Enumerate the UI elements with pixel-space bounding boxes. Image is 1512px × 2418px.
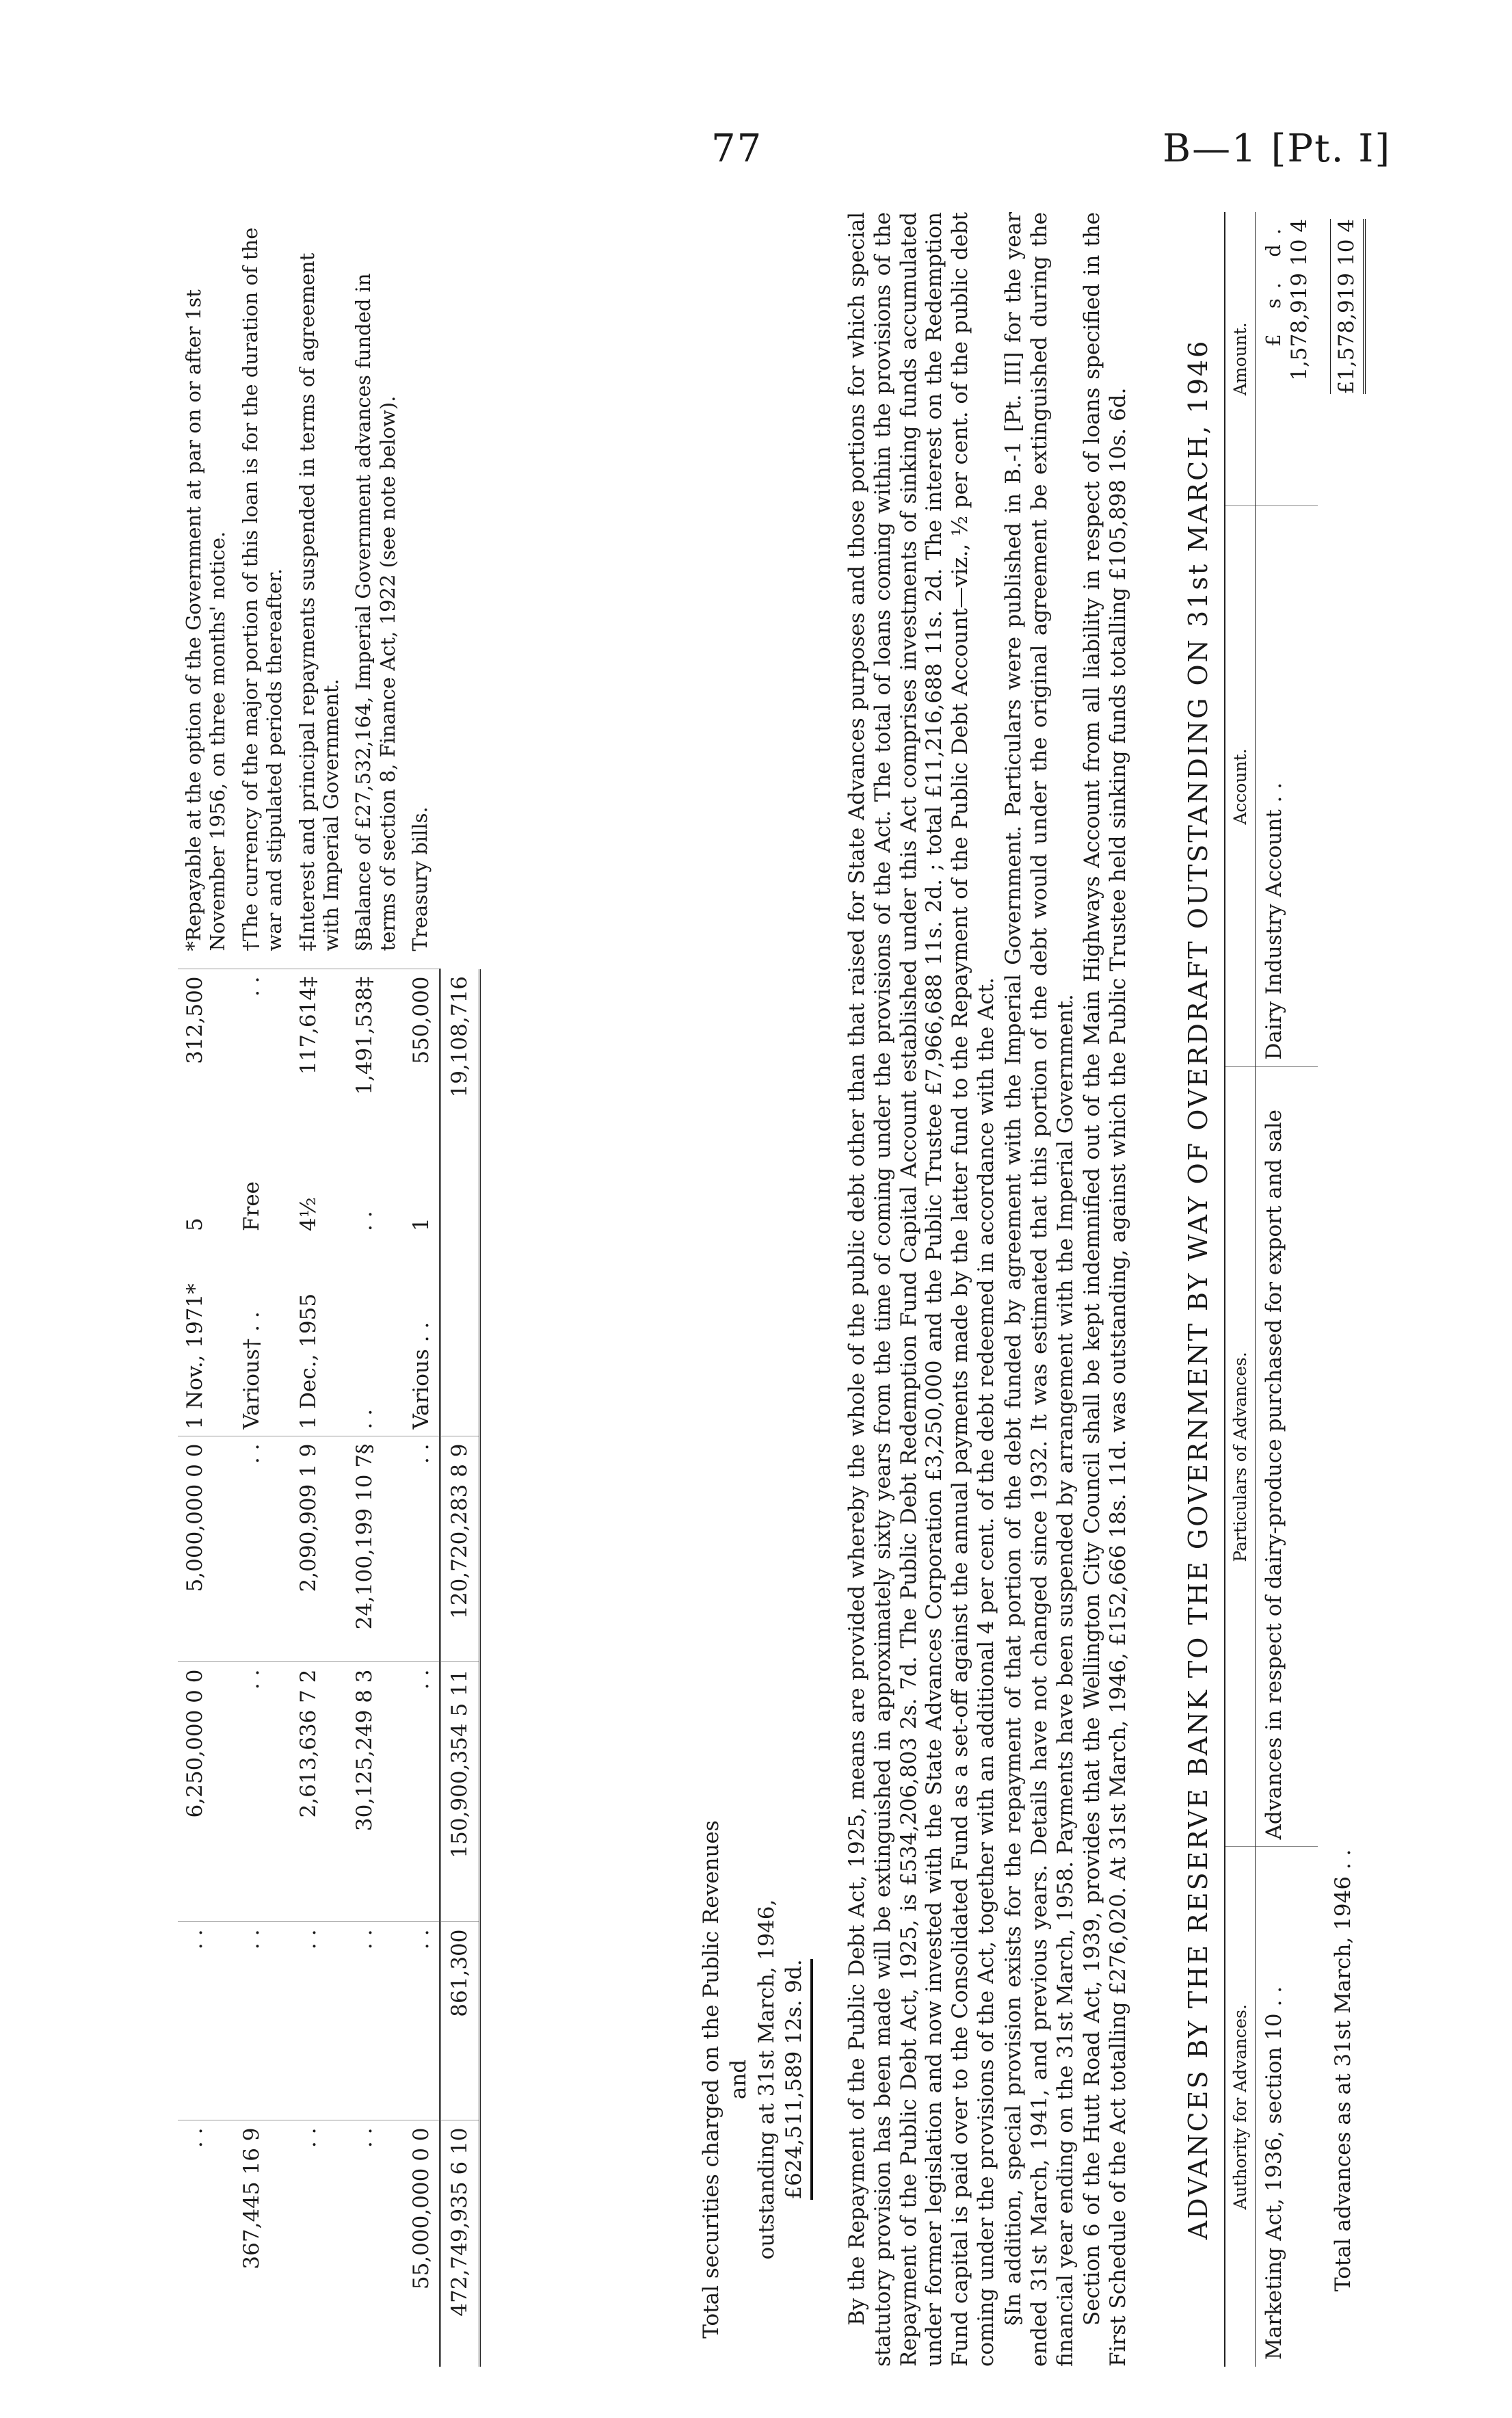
cell: . .: [404, 1922, 440, 2120]
advance-amount-cell: [1256, 212, 1318, 506]
cell: . .: [347, 1922, 404, 2120]
advances-header-row: [1225, 212, 1256, 2367]
total-securities-line1: Total securities charged on the Public Revenues and: [699, 1820, 752, 2339]
advance-authority: Marketing Act, 1936, section 10 . .: [1256, 1847, 1318, 2367]
header-authority: Authority for Advances.: [1225, 1847, 1256, 2367]
totals-row: [440, 212, 479, 2367]
cell: 24,100,199 10 7§: [347, 1436, 404, 1662]
table-row: [291, 212, 348, 2367]
cell: . .: [235, 1922, 291, 2120]
header-account: Account.: [1225, 506, 1256, 1067]
advances-total-cell: [1318, 212, 1371, 506]
advances-total-row: [1318, 212, 1371, 2367]
advances-total-amount: £1,578,919 10 4: [1330, 219, 1366, 394]
cell: 2,613,636 7 2: [291, 1662, 348, 1922]
cell: 2,090,909 1 9: [291, 1436, 348, 1662]
cell: 1 Dec., 1955: [295, 1293, 321, 1430]
explanatory-notes: [845, 212, 1133, 2367]
public-debt-table: [178, 212, 481, 2367]
advances-table: [1224, 212, 1371, 2367]
table-row: [178, 212, 235, 2367]
table-row: [347, 212, 404, 2367]
footnote: *Repayable at the option of the Government at par on or after 1st November 1956, on three months' notice.: [178, 212, 235, 969]
cell: 1 Nov., 1971*: [183, 1283, 207, 1430]
footnote: ‡Interest and principal repayments suspended in terms of agreement with Imperial Government.: [291, 212, 348, 969]
page-number: 77: [711, 127, 763, 171]
cell: Various† . .: [239, 1311, 264, 1430]
advances-total-label: Total advances as at 31st March, 1946 . .: [1331, 1849, 1356, 2291]
cell: . .: [352, 1211, 377, 1231]
advance-account: Dairy Industry Account . .: [1256, 506, 1318, 1067]
footnote: §Balance of £27,532,164, Imperial Government advances funded in terms of section 8, Finance Act, 1922 (see note below).: [347, 212, 404, 969]
currency-units: £ s. d.: [1262, 219, 1286, 347]
cell: Free: [239, 1181, 264, 1231]
cell: . .: [291, 2120, 348, 2367]
cell: . .: [178, 2120, 235, 2367]
total-securities-line2: outstanding at 31st March, 1946,: [754, 1899, 779, 2260]
cell: . .: [404, 1436, 440, 1662]
total-cell-empty: [440, 1174, 479, 1238]
cell: 55,000,000 0 0: [404, 2120, 440, 2367]
cell: Various . .: [409, 1322, 434, 1430]
table-row: [404, 212, 440, 2367]
total-securities-amount: £624,511,589 12s. 9d.: [780, 1959, 813, 2199]
total-cell: 861,300: [440, 1922, 479, 2120]
paragraph: §In addition, special provision exists for the repayment of that portion of the debt funded by agreement with the Imperial Government. Particulars were published in B.-1 [Pt. III] for the year ended 31st March, 1941, and previous years. Details have not changed since 1932. It was estimated that this portion of the debt would under the original agreement be extinguished during the financial year ending on the 31st March, 1958. Payments have been suspended by arrangement with the Imperial Government.: [1000, 212, 1078, 2367]
total-cell: 120,720,283 8 9: [440, 1436, 479, 1662]
cell: 312,500: [183, 976, 207, 1064]
footnote: Treasury bills.: [404, 212, 440, 969]
total-cell-empty: [440, 1238, 479, 1436]
cell: 117,614‡: [295, 976, 321, 1075]
cell: 5: [183, 1218, 207, 1231]
table-row: [235, 212, 291, 2367]
total-securities-note: [698, 1799, 813, 2360]
cell: . .: [239, 976, 264, 997]
advances-title: ADVANCES BY THE RESERVE BANK TO THE GOVERNMENT BY WAY OF OVERDRAFT OUTSTANDING ON 31st MARCH, 1946: [1183, 339, 1213, 2240]
cell: . .: [404, 1662, 440, 1922]
total-cell-empty: [440, 212, 479, 969]
cell: . .: [352, 1408, 377, 1430]
cell: . .: [178, 1922, 235, 2120]
total-cell: 150,900,354 5 11: [440, 1662, 479, 1922]
cell: 1: [409, 1218, 434, 1231]
header-particulars: Particulars of Advances.: [1225, 1067, 1256, 1847]
cell: . .: [235, 1662, 291, 1922]
cell: 550,000: [409, 976, 434, 1064]
total-cell: 472,749,935 6 10: [440, 2120, 479, 2367]
total-cell: 19,108,716: [440, 969, 479, 1174]
cell: 30,125,249 8 3: [347, 1662, 404, 1922]
table-row: [1256, 212, 1318, 2367]
advance-amount: 1,578,919 10 4: [1286, 219, 1312, 381]
rotated-content: [178, 212, 1429, 2367]
cell: 4½: [295, 1197, 321, 1231]
paragraph: Section 6 of the Hutt Road Act, 1939, provides that the Wellington City Council shall be kept indemnified out of the Main Highways Account from all liability in respect of loans specified in the First Schedule of the Act totalling £276,020. At 31st March, 1946, £152,666 18s. 11d. was outstanding, against which the Public Trustee held sinking funds totalling £105,898 10s. 6d.: [1080, 212, 1131, 2367]
cell: . .: [291, 1922, 348, 2120]
footnote: †The currency of the major portion of this loan is for the duration of the war and stipulated periods thereafter.: [235, 212, 291, 969]
cell: 1,491,538‡: [352, 976, 377, 1095]
cell: 367,445 16 9: [235, 2120, 291, 2367]
page-reference: B—1 [Pt. I]: [1163, 127, 1392, 171]
cell: . .: [347, 2120, 404, 2367]
paragraph: By the Repayment of the Public Debt Act, 1925, means are provided whereby the whole of the public debt other than that raised for State Advances purposes and those portions for which special statutory provision has been made will be extinguished in approximately sixty years from the time of coming under the provisions of the Act. The total of loans coming within the provisions of the Repayment of the Public Debt Act, 1925, is £534,206,803 2s. 7d. The Public Debt Redemption Fund Capital Account established under this Act comprises investments of sinking funds accumulated under former legislation and now invested with the State Advances Corporation £3,250,000 and the Public Trustee £7,966,688 11s. 2d. ; total £11,216,688 11s. 2d. The interest on the Redemption Fund capital is paid over to the Consolidated Fund as a set-off against the annual payments made by the latter fund to the Repayment of the Public Debt Account—viz., ½ per cent. of the public debt coming under the provisions of the Act, together with an additional 4 per cent. of the debt redeemed in accordance with the Act.: [845, 212, 999, 2367]
header-amount: Amount.: [1225, 212, 1256, 506]
cell: 5,000,000 0 0: [178, 1436, 235, 1662]
advance-particulars: Advances in respect of dairy-produce purchased for export and sale: [1256, 1067, 1318, 1847]
cell: 6,250,000 0 0: [178, 1662, 235, 1922]
cell: . .: [235, 1436, 291, 1662]
